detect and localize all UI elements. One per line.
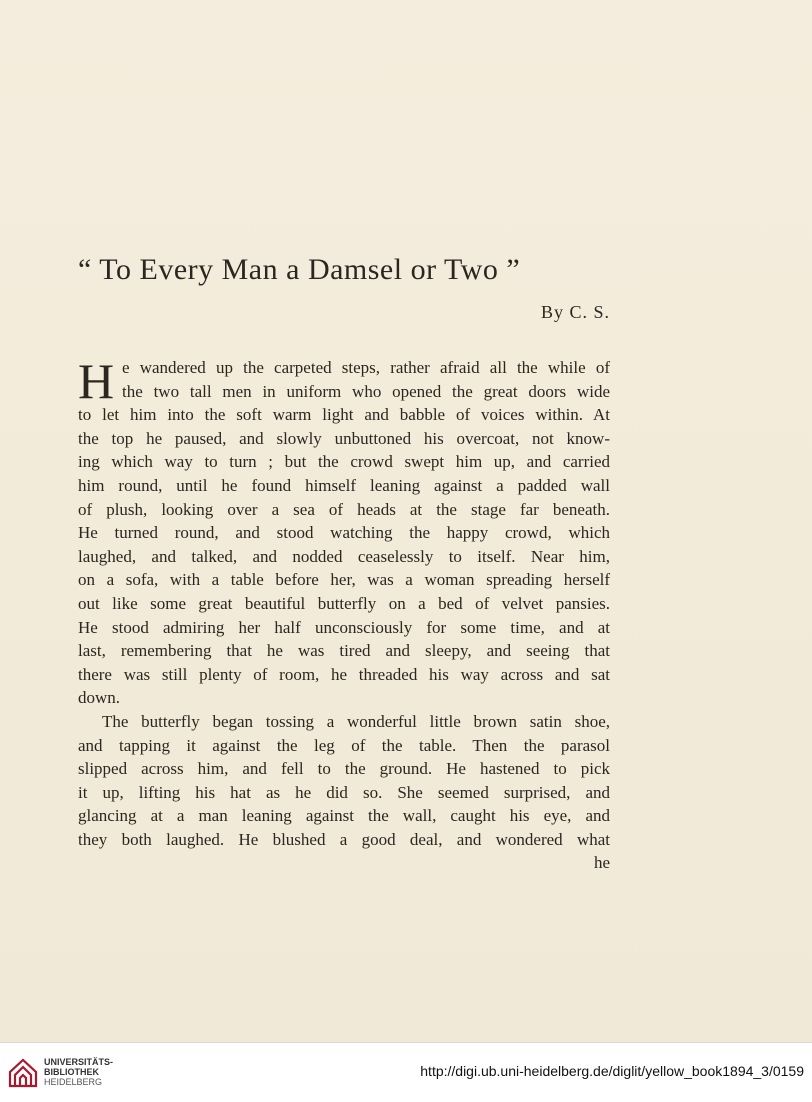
article-body: [78, 353, 610, 875]
text-line: He turned round, and stood watching the happy crowd, which: [78, 523, 610, 543]
text-line: the two tall men in uniform who opened the great doors wide: [122, 381, 610, 401]
university-library-logo-icon: [8, 1058, 38, 1088]
text-line: last, remembering that he was tired and sleepy, and seeing that: [78, 641, 610, 661]
library-name-line: HEIDELBERG: [44, 1077, 103, 1087]
text-line: The butterfly began tossing a wonderful little brown satin shoe,: [102, 711, 610, 731]
text-line: on a sofa, with a table before her, was a woman spreading herself: [78, 570, 610, 590]
text-line: the top he paused, and slowly unbuttoned his overcoat, not know-: [78, 428, 610, 448]
viewer-footer: [0, 1042, 812, 1102]
text-line: e wandered up the carpeted steps, rather afraid all the while of: [122, 358, 610, 377]
page-url-link[interactable]: http://digi.ub.uni-heidelberg.de/diglit/yellow_book1894_3/0159: [420, 1063, 804, 1079]
text-line: of plush, looking over a sea of heads at the stage far beneath.: [78, 499, 610, 519]
text-line: slipped across him, and fell to the ground. He hastened to pick: [78, 759, 610, 779]
library-name-line: UNIVERSITÄTS-: [44, 1057, 114, 1067]
text-line: to let him into the soft warm light and babble of voices within. At: [78, 405, 610, 425]
text-line: He stood admiring her half unconsciously for some time, and at: [78, 617, 610, 637]
text-line: and tapping it against the leg of the table. Then the parasol: [78, 735, 610, 755]
text-line: down.: [78, 688, 121, 708]
drop-cap: H: [78, 353, 115, 409]
library-name-line: BIBLIOTHEK: [44, 1067, 99, 1077]
library-name: [44, 1057, 113, 1087]
text-line: glancing at a man leaning against the wall, caught his eye, and: [78, 806, 610, 826]
text-line: it up, lifting his hat as he did so. She seemed surprised, and: [78, 782, 610, 802]
catchword: he: [593, 853, 610, 873]
text-line: there was still plenty of room, he threaded his way across and sat: [78, 664, 610, 684]
article-title: “ To Every Man a Damsel or Two ”: [78, 253, 521, 286]
text-line: they both laughed. He blushed a good deal, and wondered what: [78, 829, 610, 849]
text-line: him round, until he found himself leaning against a padded wall: [78, 475, 610, 495]
text-line: ing which way to turn ; but the crowd swept him up, and carried: [78, 452, 610, 472]
text-line: out like some great beautiful butterfly on a bed of velvet pansies.: [78, 593, 610, 613]
text-line: laughed, and talked, and nodded ceaselessly to itself. Near him,: [78, 546, 610, 566]
article-byline: By C. S.: [540, 302, 610, 322]
